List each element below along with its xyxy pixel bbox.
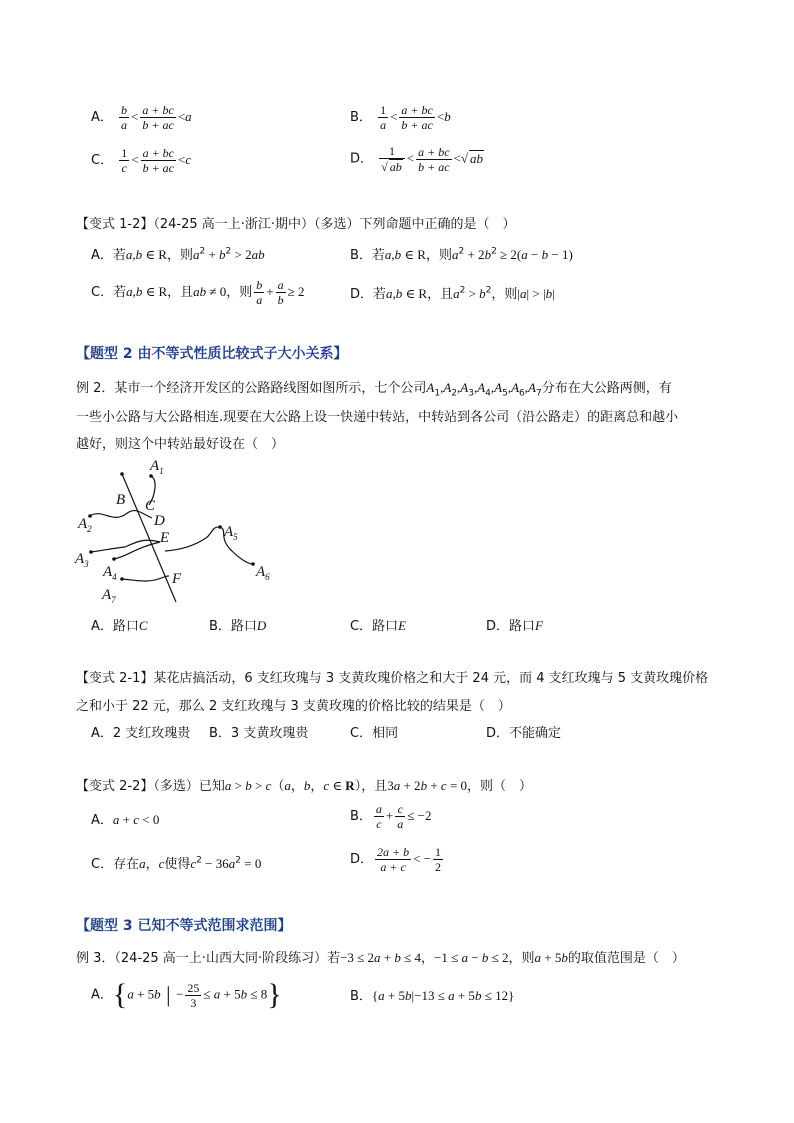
- label-e: E: [160, 530, 170, 546]
- v21-option-b[interactable]: B．3 支黄玫瑰贵: [209, 726, 309, 741]
- v22-title: 【变式 2-2】（多选）已知a > b > c（a，b，c ∈ R），且3a + 2b + c = 0，则（ ）: [76, 778, 533, 794]
- v22-option-b[interactable]: B． $\frac{a}{c}$ + $\frac{c}{a}$ ≤ −2: [350, 802, 432, 831]
- type2-example-line2: 一些小公路与大公路相连.现要在大公路上设一快递中转站，中转站到各公司（沿公路走）的距离总和越小: [76, 410, 679, 425]
- type2-heading: 【题型 2 由不等式性质比较式子大小关系】: [76, 346, 348, 362]
- branch-a2: [90, 511, 152, 518]
- type2-example-line1: 例 2．某市一个经济开发区的公路路线图如图所示，七个公司$A_1,A_2,A_3,A_4,A_5,A_6,A_7$分布在大公路两侧，有: [76, 380, 672, 399]
- label-f: F: [172, 571, 182, 587]
- label-a6: $A_6$: [256, 564, 270, 582]
- v22-option-c[interactable]: C．存在a，c使得$c^2 - 36a^2 = 0$: [91, 855, 262, 872]
- q0-b-math: $\frac{1}{a}$: [380, 103, 387, 132]
- q0-option-b[interactable]: B． $\frac{1}{a}$ < $\frac{a + bc}{b + ac}$ <b: [350, 103, 451, 132]
- type2-option-b[interactable]: B．路口D: [209, 618, 267, 634]
- q0-option-c[interactable]: C． $\frac{1}{c}$ < $\frac{a + bc}{b + ac}$ <c: [91, 146, 192, 175]
- label-a2: $A_2$: [78, 516, 92, 534]
- label-a3: $A_3$: [75, 551, 89, 569]
- type2-option-a[interactable]: A．路口C: [91, 618, 148, 634]
- branch-a7: [122, 576, 169, 581]
- q0-a-label: A．: [91, 110, 113, 125]
- v12-option-b[interactable]: B．若a,b ∈ R，则$a^2 + 2b^2 \ge 2(a - b - 1)$: [350, 246, 573, 263]
- branch-a5-a6: [165, 527, 253, 564]
- v22-option-d[interactable]: D． $\frac{2a + b}{a + c}$ < − $\frac{1}{2}$: [350, 845, 442, 874]
- q0-c-math: $\frac{1}{c}$: [121, 146, 128, 175]
- q0-d-math: $\frac{1}{√ ab}$: [379, 144, 405, 174]
- v21-option-a[interactable]: A．2 支红玫瑰贵: [91, 726, 191, 741]
- v22-option-a[interactable]: A．a + c < 0: [91, 812, 160, 828]
- label-a5: $A_5$: [224, 524, 238, 542]
- type3-option-b[interactable]: B．{a + 5b|−13 ≤ a + 5b ≤ 12}: [350, 988, 515, 1004]
- q0-option-d[interactable]: D． $\frac{1}{√ ab}$ < $\frac{a + bc}{b + ac}$ <√ ab: [350, 144, 484, 174]
- type2-option-d[interactable]: D．路口F: [486, 618, 543, 634]
- q0-a-math: $\frac{b}{a}$: [121, 103, 128, 132]
- branch-a3: [91, 540, 160, 552]
- v12-title: 【变式 1-2】（24-25 高一上·浙江·期中）（多选）下列命题中正确的是（ ）: [76, 217, 516, 232]
- type3-option-a[interactable]: A．{a + 5b | − $\frac{25}{3}$ ≤ a + 5b ≤ 8}: [91, 978, 282, 1011]
- road-map-diagram: [70, 456, 290, 616]
- v12-option-a[interactable]: A．若a,b ∈ R，则$a^2 + b^2 > 2ab$: [91, 246, 265, 263]
- type3-heading: 【题型 3 已知不等式范围求范围】: [76, 918, 292, 934]
- v21-line2: 之和小于 22 元，那么 2 支红玫瑰与 3 支黄玫瑰的价格比较的结果是（ ）: [76, 699, 511, 714]
- v21-option-c[interactable]: C．相同: [350, 726, 399, 741]
- v21-option-d[interactable]: D．不能确定: [486, 726, 562, 741]
- v12-option-c[interactable]: C．若a,b ∈ R，且ab ≠ 0，则 $\frac{b}{a}$ + $\frac{a}{b}$ ≥ 2: [91, 278, 305, 307]
- label-a4: $A_4$: [103, 564, 117, 582]
- q0-c-label: C．: [91, 153, 114, 168]
- v21-line1: 【变式 2-1】某花店搞活动，6 支红玫瑰与 3 支黄玫瑰价格之和大于 24 元，而 4 支红玫瑰与 5 支黄玫瑰价格: [76, 671, 709, 686]
- v12-option-d[interactable]: D．若a,b ∈ R，且$a^2 > b^2$，则|a| > |b|: [350, 285, 555, 302]
- type2-example-line3: 越好，则这个中转站最好设在（ ）: [76, 437, 285, 452]
- q0-b-label: B．: [350, 110, 372, 125]
- type3-example: 例 3．（24-25 高一上·山西大同·阶段练习）若−3 ≤ 2a + b ≤ 4，−1 ≤ a − b ≤ 2，则a + 5b的取值范围是（ ）: [76, 950, 685, 966]
- q0-option-a[interactable]: A． $\frac{b}{a}$ < $\frac{a + bc}{b + ac}$ <a: [91, 103, 192, 132]
- label-c: C: [145, 498, 156, 514]
- branch-a4: [114, 542, 160, 559]
- type2-option-c[interactable]: C．路口E: [350, 618, 407, 634]
- q0-d-label: D．: [350, 151, 374, 167]
- label-a1: $A_1$: [150, 458, 164, 476]
- label-d: D: [154, 513, 165, 529]
- label-b: B: [116, 492, 126, 508]
- label-a7: $A_7$: [102, 587, 116, 605]
